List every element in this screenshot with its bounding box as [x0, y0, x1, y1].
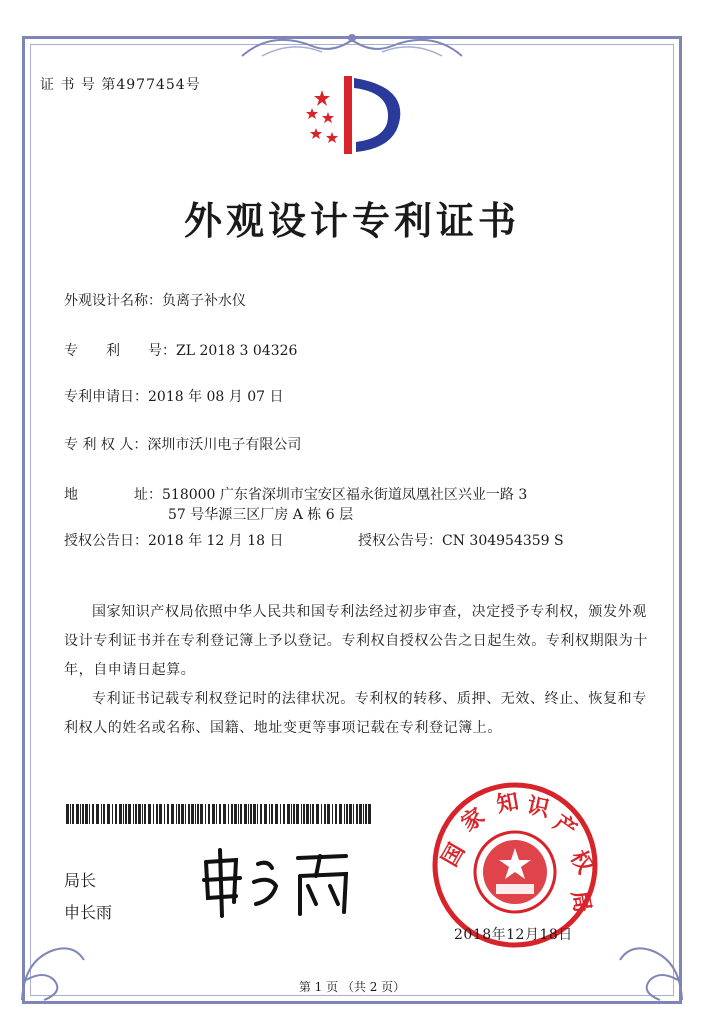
address-row — [64, 484, 527, 506]
design-name-label: 外观设计名称： — [64, 293, 162, 309]
cnipa-logo-icon — [292, 68, 412, 158]
svg-text:权: 权 — [564, 846, 599, 879]
grant-date-row — [64, 530, 284, 552]
barcode-icon — [66, 804, 372, 824]
grant-no-row — [358, 530, 564, 552]
address-line-2: 57 号华源三区厂房 A 栋 6 层 — [168, 507, 354, 523]
filing-date-row — [64, 386, 284, 408]
top-ornament — [232, 26, 472, 64]
address-row-2 — [168, 504, 353, 526]
grant-no-value: CN 304954359 S — [442, 533, 564, 549]
signatory-name: 申长雨 — [64, 903, 113, 922]
grant-no-label: 授权公告号： — [358, 533, 442, 549]
svg-text:知: 知 — [494, 788, 521, 818]
filing-date-value: 2018 年 08 月 07 日 — [148, 389, 284, 405]
grant-date-label: 授权公告日： — [64, 533, 148, 549]
bottom-left-ornament — [14, 920, 94, 1010]
address-line-1: 518000 广东省深圳市宝安区福永街道凤凰社区兴业一路 3 — [162, 487, 528, 503]
certificate-body — [64, 598, 652, 743]
grant-date-value: 2018 年 12 月 18 日 — [148, 533, 284, 549]
svg-text:家: 家 — [456, 802, 490, 837]
handwritten-signature-icon — [196, 842, 356, 922]
svg-text:国: 国 — [436, 838, 471, 871]
patentee-label: 专 利 权 人： — [64, 437, 148, 453]
design-name-row — [64, 290, 246, 312]
patent-no-value: ZL 2018 3 04326 — [176, 343, 298, 359]
design-name-value: 负离子补水仪 — [162, 293, 246, 309]
patent-no-label: 专 利 号： — [64, 343, 176, 359]
body-paragraph-1: 国家知识产权局依照中华人民共和国专利法经过初步审查，决定授予专利权，颁发外观设计专利证书并在专利登记簿上予以登记。专利权自授权公告之日起生效。专利权期限为十年，自申请日起算。 — [64, 604, 648, 678]
svg-text:局: 局 — [566, 888, 596, 915]
bottom-right-ornament — [610, 920, 690, 1010]
svg-text:产: 产 — [548, 809, 582, 844]
certificate-title: 外观设计专利证书 — [183, 198, 520, 243]
page-number: 第 1 页 （共 2 页） — [298, 980, 406, 994]
seal-date: 2018年12月18日 — [454, 927, 573, 943]
filing-date-label: 专利申请日： — [64, 389, 148, 405]
patentee-row — [64, 434, 301, 456]
signatory-title: 局长 — [64, 871, 97, 890]
body-paragraph-2: 专利证书记载专利权登记时的法律状况。专利权的转移、质押、无效、终止、恢复和专利权人的姓名或名称、国籍、地址变更等事项记载在专利登记簿上。 — [64, 691, 647, 736]
certificate-number: 证 书 号 第4977454号 — [40, 77, 201, 93]
svg-text:识: 识 — [524, 792, 552, 823]
patentee-value: 深圳市沃川电子有限公司 — [147, 437, 302, 453]
patent-no-row — [64, 340, 297, 362]
address-label: 地 址： — [64, 487, 162, 503]
